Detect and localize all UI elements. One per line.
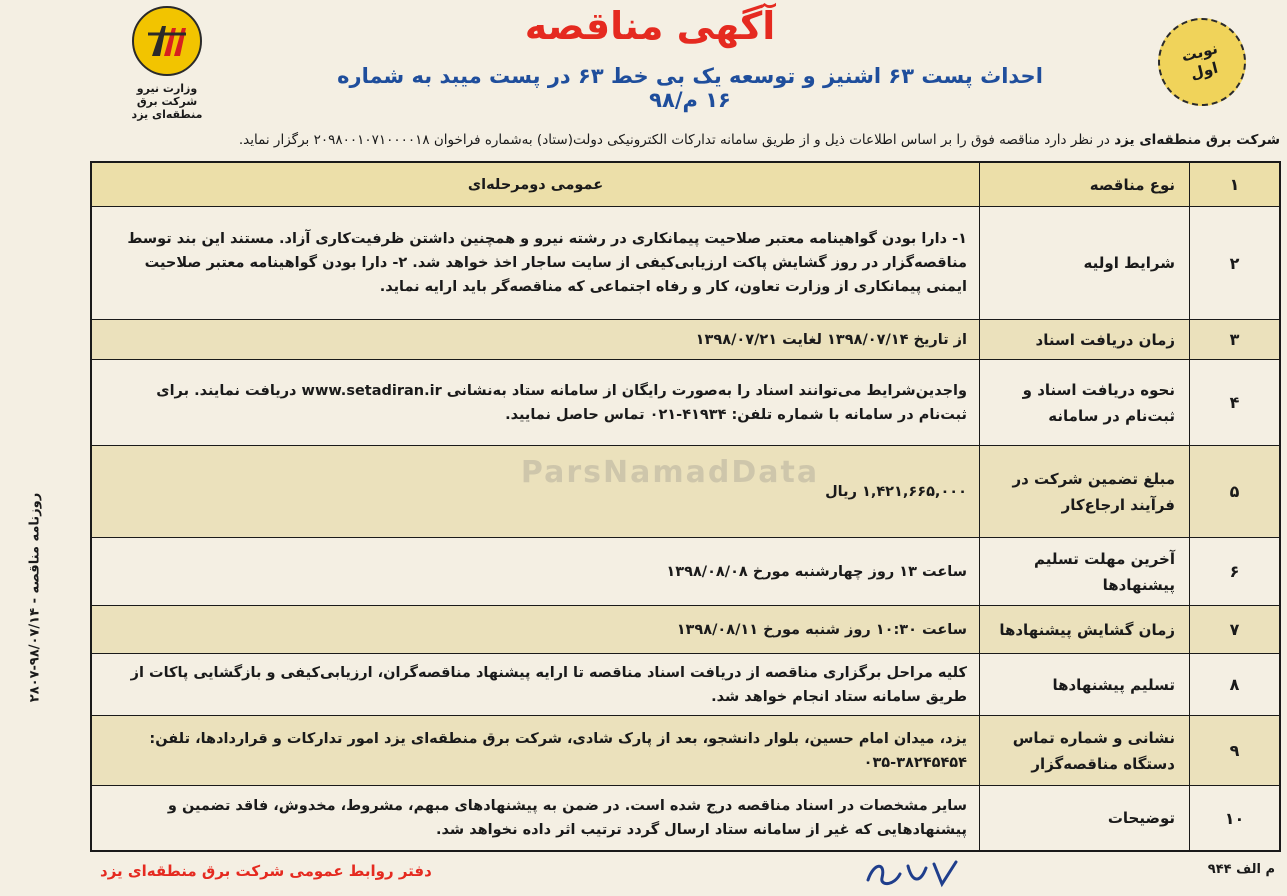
row-label: نحوه دریافت اسناد و ثبت‌نام در سامانه [979,360,1189,445]
power-company-logo-icon [132,6,202,76]
table-row [92,163,1279,207]
logo-line2: شرکت برق منطقه‌ای یزد [131,95,203,121]
watermark: ParsNamadData [520,455,820,490]
logo-line1: وزارت نیرو [136,82,198,95]
row-number: ۷ [1189,606,1279,653]
row-value: سایر مشخصات در اسناد مناقصه درج شده است. در ضمن به پیشنهادهای مبهم، مشروط، مخدوش، فاقد تضمین و پیشنهادهایی که غیر از سامانه ستاد ارسال گردد ترتیب اثر داده نخواهد شد. [167,798,967,838]
side-strip-text: روزنامه مناقصه - ۹۸/۰۷/۱۴-۲۸۰۷ [27,492,43,703]
row-label: زمان گشایش پیشنهادها [979,606,1189,653]
page-subtitle: احداث پست ۶۳ اشنیز و توسعه یک بی خط ۶۳ در پست میبد به شماره ۱۶ م/۹۸ [337,64,1043,112]
row-label: نوع مناقصه [979,163,1189,206]
footer-reference: م الف ۹۴۴ [1207,862,1275,877]
tender-table [90,161,1281,852]
row-number: ۹ [1189,716,1279,785]
row-value: کلیه مراحل برگزاری مناقصه از دریافت اسناد مناقصه تا ارایه پیشنهاد مناقصه‌گران، ارزیابی‌کیفی و بازگشایی پاکات از طریق سامانه ستاد انجام خواهد شد. [130,664,967,705]
handwritten-signature-icon [860,852,970,896]
row-label: توضیحات [979,786,1189,850]
row-number: ۵ [1189,446,1279,537]
publication-badge [1149,9,1256,116]
row-label: مبلغ تضمین شرکت در فرآیند ارجاع‌کار [979,446,1189,537]
row-number: ۳ [1189,320,1279,359]
row-label: نشانی و شماره تماس دستگاه مناقصه‌گزار [979,716,1189,785]
intro-company: شرکت برق منطقه‌ای یزد [1114,132,1280,148]
row-number: ۱۰ [1189,786,1279,850]
row-number: ۸ [1189,654,1279,715]
row-value: واجدین‌شرایط می‌توانند اسناد را به‌صورت رایگان از سامانه ستاد به‌نشانی www.setadiran.ir دریافت نمایند. برای ثبت‌نام در سامانه با شماره تلفن: ۴۱۹۳۴-۰۲۱ تماس حاصل نمایید. [156,382,967,423]
row-value: یزد، میدان امام حسین، بلوار دانشجو، بعد از پارک شادی، شرکت برق منطقه‌ای یزد امور تدارکات و قراردادها، تلفن: ۳۸۲۴۵۴۵۴-۰۳۵ [149,730,967,771]
table-row [92,320,1279,360]
table-row [92,207,1279,320]
footer-publisher: دفتر روابط عمومی شرکت برق منطقه‌ای یزد [100,862,432,880]
logo [112,6,222,121]
row-number: ۴ [1189,360,1279,445]
table-row [92,716,1279,786]
row-value: ۱- دارا بودن گواهینامه معتبر صلاحیت پیمانکاری در رشته نیرو و همچنین داشتن ظرفیت‌کاری آزاد. مستند این بند توسط مناقصه‌گزار در روز گشایش پاکت ارزیابی‌کیفی از سایت ساجار اخذ خواهد شد. ۲- دارا بودن گواهینامه معتبر صلاحیت ایمنی پیمانکاری از وزارت تعاون، کار و رفاه اجتماعی که مناقصه‌گر باید ارایه نماید. [127,231,967,295]
row-label: آخرین مهلت تسلیم پیشنهادها [979,538,1189,605]
badge-line2: اول [1188,58,1220,83]
intro-paragraph [94,128,1280,152]
table-row [92,654,1279,716]
table-row [92,786,1279,850]
row-value: ساعت ۱۰:۳۰ روز شنبه مورخ ۱۳۹۸/۰۸/۱۱ [676,621,967,638]
row-value: ۱,۴۲۱,۶۶۵,۰۰۰ ریال [825,483,967,500]
row-label: شرایط اولیه [979,207,1189,319]
row-number: ۲ [1189,207,1279,319]
badge-line1: نوبت [1179,39,1220,66]
row-value: از تاریخ ۱۳۹۸/۰۷/۱۴ لغایت ۱۳۹۸/۰۷/۲۱ [695,331,967,348]
intro-text: در نظر دارد مناقصه فوق را بر اساس اطلاعات ذیل و از طریق سامانه تدارکات الکترونیکی دولت(ستاد) به‌شماره فراخوان ۲۰۹۸۰۰۱۰۷۱۰۰۰۰۱۸ برگزار نماید. [238,132,1115,148]
table-row [92,606,1279,654]
row-label: تسلیم پیشنهادها [979,654,1189,715]
side-newspaper-strip [20,480,50,730]
row-label: زمان دریافت اسناد [979,320,1189,359]
row-number: ۶ [1189,538,1279,605]
row-value: عمومی دومرحله‌ای [467,176,604,193]
row-number: ۱ [1189,163,1279,206]
table-row [92,360,1279,446]
row-value: ساعت ۱۳ روز چهارشنبه مورخ ۱۳۹۸/۰۸/۰۸ [666,563,967,580]
table-row [92,538,1279,606]
page-title: آگهی مناقصه [524,4,776,48]
